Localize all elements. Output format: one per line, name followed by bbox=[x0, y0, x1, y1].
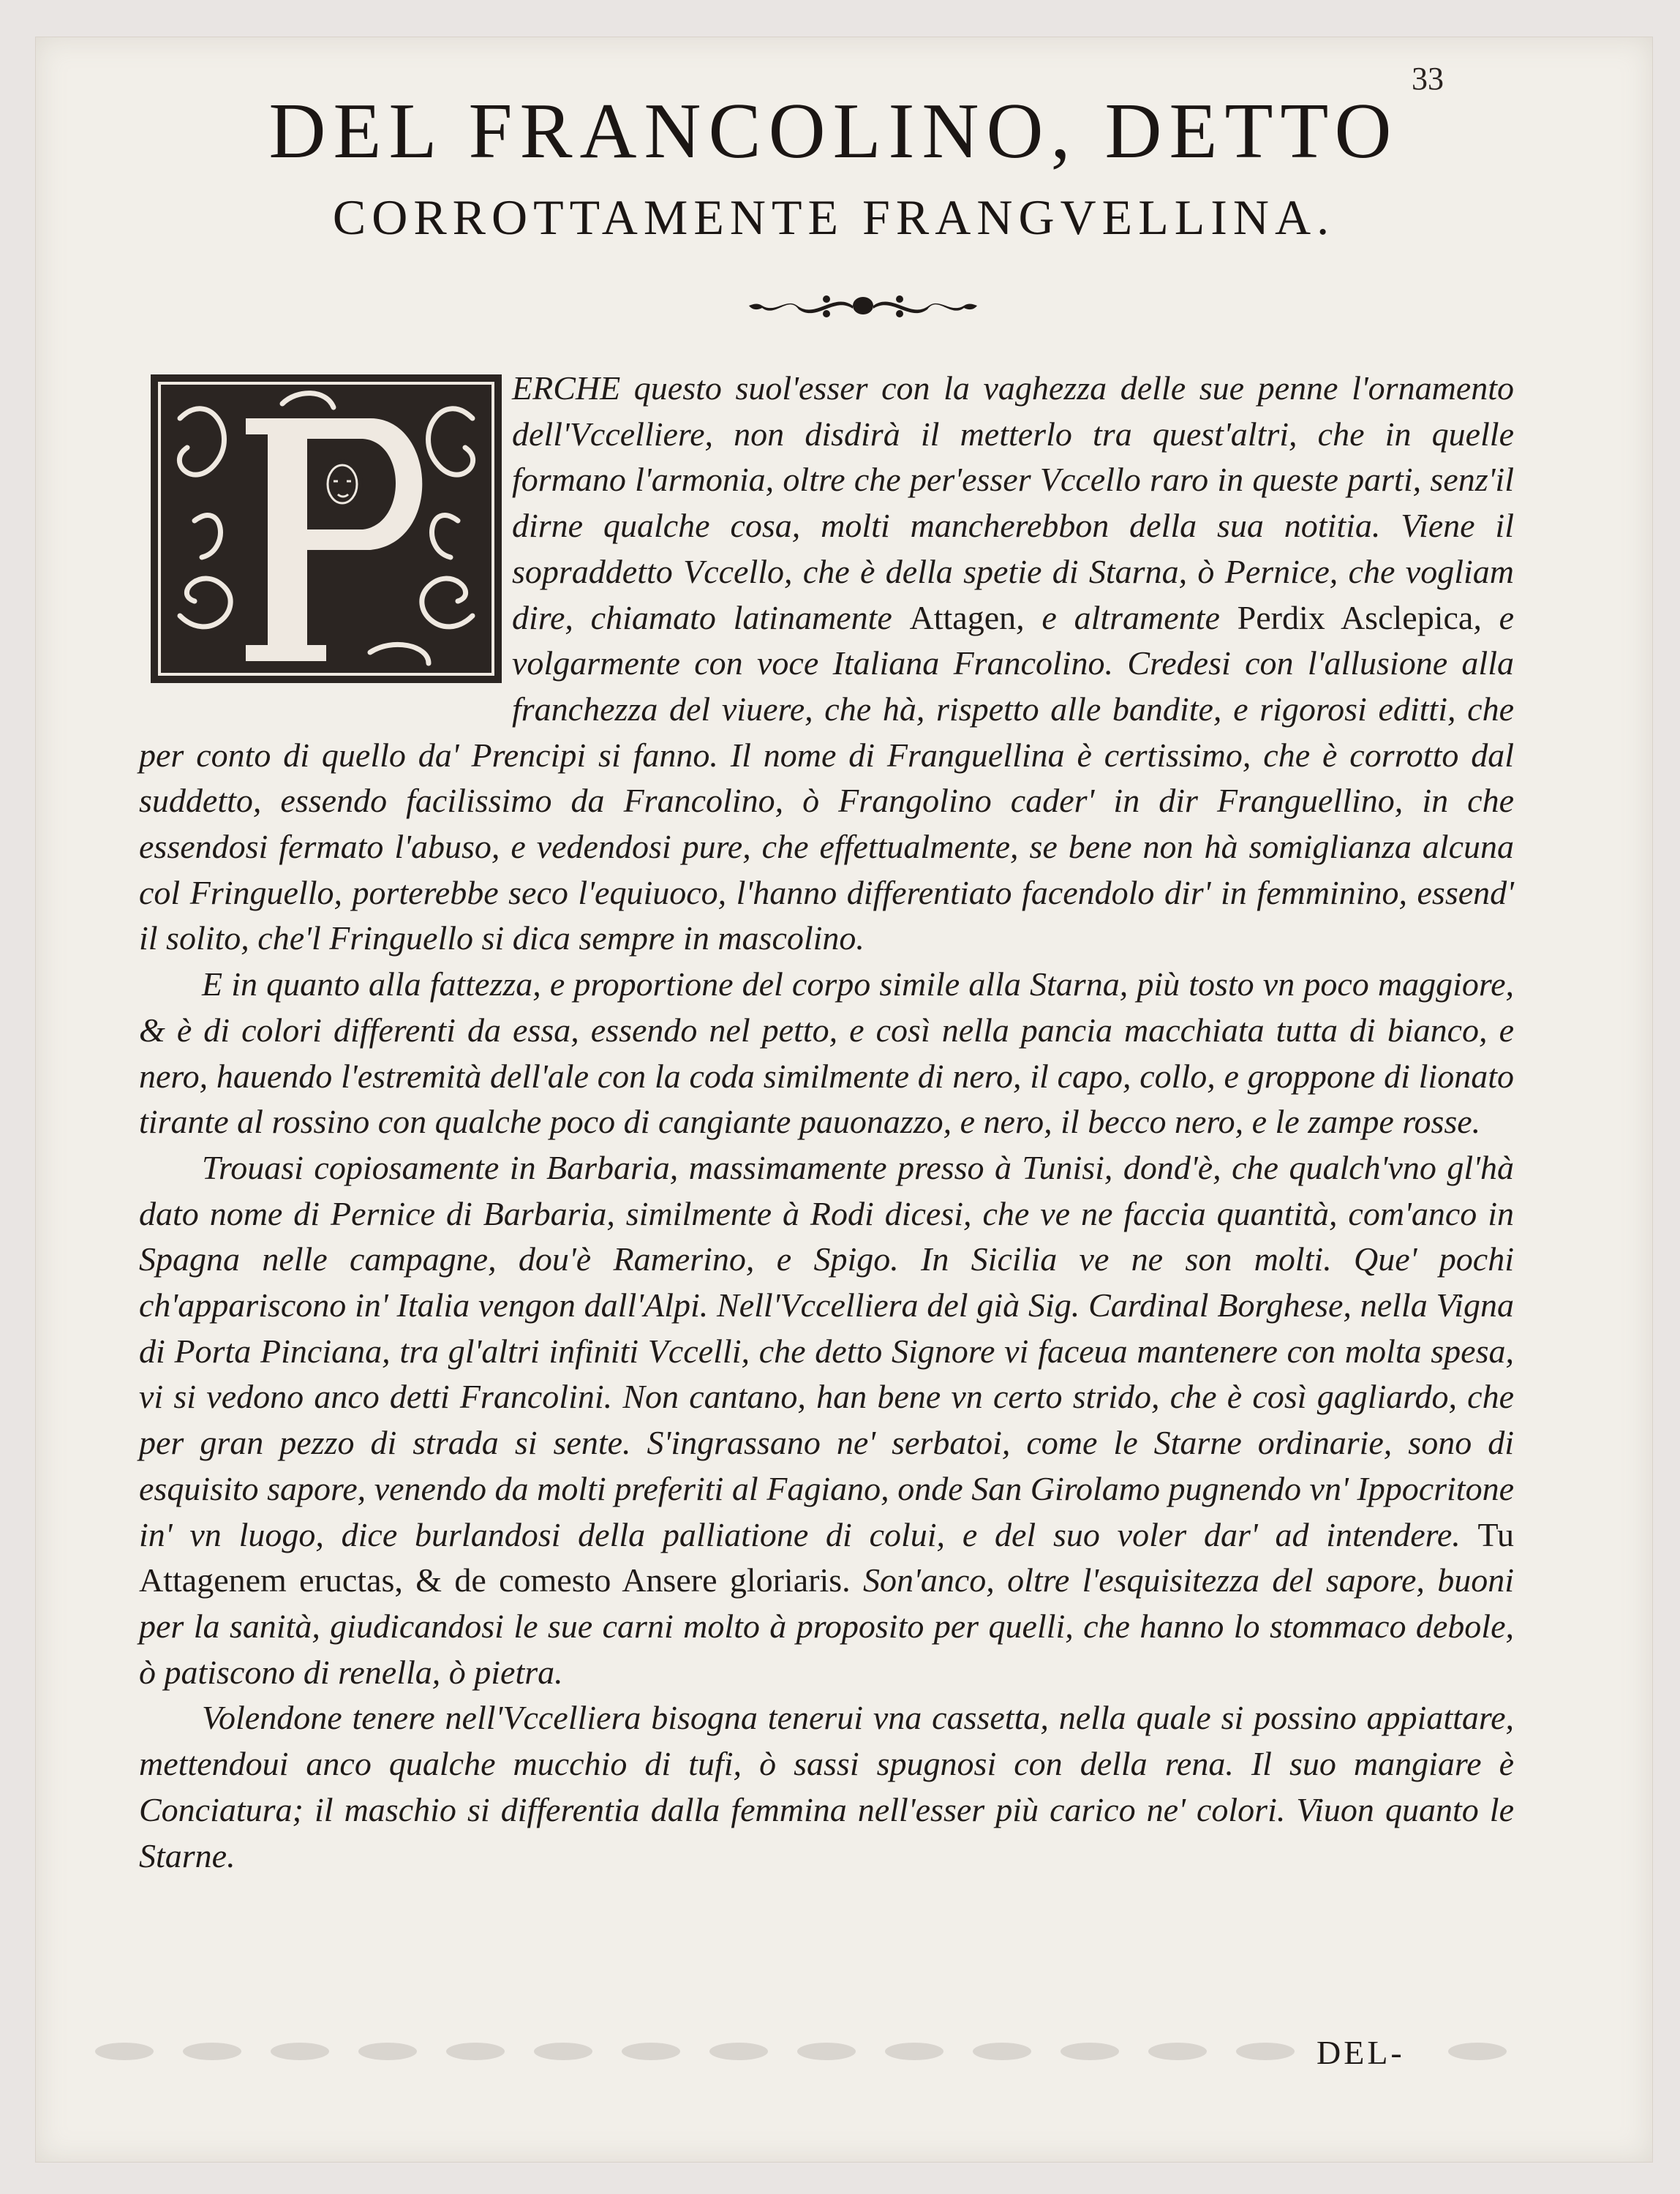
paragraph-4: Volendone tenere nell'Vccelliera bisogna tenerui vna cassetta, nella quale si possino appiattare, mettendoui anco qualche mucchio di tufi, ò sassi spugnosi con della rena. Il suo mangiare è Conciatura; il maschio si differentia dalla femmina nell'esser più carico ne' colori. Viuon quanto le Starne. bbox=[139, 1699, 1514, 1874]
paragraph-3-text-c: Son'anco, oltre l'esquisitezza del sapore, buoni per la sanità, giudicandosi le sue carni molto à proposito per quelli, che hanno lo stommaco debole, ò patiscono di renella, ò pietra. bbox=[139, 1561, 1514, 1691]
latin-term-perdix: Perdix Asclepica bbox=[1237, 598, 1474, 636]
paragraph-2: E in quanto alla fattezza, e proportione del corpo simile alla Starna, più tosto vn poco maggiore, & è di colori differenti da essa, essendo nel petto, e così nella pancia macchiata tutta di bianco, e nero, hauendo l'estremità dell'ale con la coda similmente di nero, il capo, collo, e groppone di lionato tirante al rossino con qualche poco di cangiante pauonazzo, e nero, il becco nero, e le zampe rosse. bbox=[139, 965, 1514, 1141]
latin-term-attagen: Attagen bbox=[909, 598, 1017, 636]
paragraph-3-text-a: Trouasi copiosamente in Barbaria, massimamente presso à Tunisi, dond'è, che qualch'vno gl'hà dato nome di Pernice di Barbaria, similmente à Rodi dicesi, che ve ne faccia quantità, com'anco in Spagna nelle campagne, dou'è Ramerino, e Spigo. In Sicilia ve ne son molti. Que' pochi ch'appariscono in' Italia vengon dall'Alpi. Nell'Vccelliera del già Sig. Cardinal Borghese, nella Vigna di Porta Pinciana, tra gl'altri infiniti Vccelli, che detto Signore vi faceua mantenere con molta spesa, vi si vedono anco detti Francolini. Non cantano, han bene vn certo strido, che è così gagliardo, che per gran pezzo di strada si sente. S'ingrassano ne' serbatoi, come le Starne ordinarie, sono di esquisito sapore, venendo da molti preferiti al Fagiano, onde San Girolamo pugnendo vn' Ippocritone in' vn luogo, dice burlandosi della palliatione di colui, e del suo voler dar' ad intendere. bbox=[139, 1148, 1514, 1553]
chapter-title: DEL FRANCOLINO, DETTO bbox=[268, 88, 1399, 175]
show-through-ornament bbox=[80, 2037, 1529, 2066]
paragraph-1-text-a: ERCHE questo suol'esser con la vaghezza delle sue penne l'ornamento dell'Vccelliere, non disdirà il metterlo tra quest'altri, che in quelle formano l'armonia, oltre che per'esser Vccello raro in queste parti, senz'il dirne qualche cosa, molti mancherebbon della sua notitia. Viene il sopraddetto Vccello, che è della spetie di Starna, ò Pernice, che vogliam dire, chiamato latinamente bbox=[512, 369, 1514, 636]
catchword: DEL- bbox=[1316, 2034, 1405, 2071]
paragraph-1-text-e: , e volgarmente con voce Italiana Francolino. Credesi con l'allusione alla franchezza del viuere, che hà, rispetto alle bandite, e rigorosi editti, che per conto di quello da' Prencipi si fanno. Il nome di Franguellina è certissimo, che è corrotto dal suddetto, essendo facilissimo da Francolino, ò Frangolino cader' in dir Franguellino, in che essendosi fermato l'abuso, e vedendosi pure, che effettualmente, se bene non hà somiglianza alcuna col Fringuello, porterebbe seco l'equiuoco, l'hanno differentiato facendolo dir' in femminino, essend' il solito, che'l Fringuello si dica sempre in mascolino. bbox=[139, 598, 1514, 957]
headpiece-ornament bbox=[746, 289, 980, 323]
body-text bbox=[139, 366, 1514, 1879]
paragraph-1-text-c: , e altramente bbox=[1016, 598, 1238, 636]
initial-space bbox=[139, 364, 512, 730]
paragraph-3 bbox=[139, 1145, 1514, 1695]
chapter-subtitle: CORROTTAMENTE FRANGVELLINA. bbox=[332, 189, 1336, 245]
paragraph-1 bbox=[139, 366, 1514, 962]
latin-quotation: Tu Attagenem eructas, & de comesto Ansere gloriaris. bbox=[139, 1515, 1514, 1599]
page-number: 33 bbox=[1412, 61, 1444, 97]
